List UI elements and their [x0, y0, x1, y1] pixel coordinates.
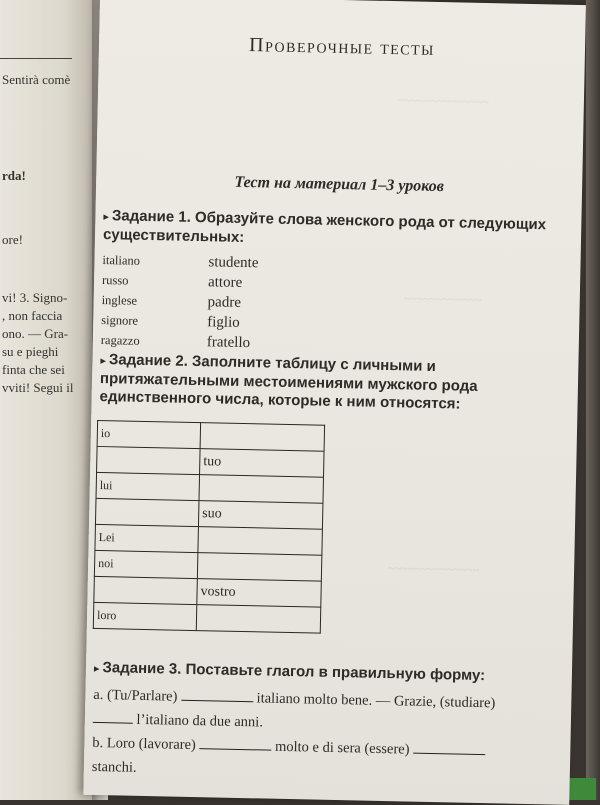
answer-blank: [93, 708, 133, 724]
table-cell-personal: loro: [93, 602, 197, 630]
word-left: russo: [101, 272, 129, 288]
word-left: inglese: [101, 292, 138, 308]
table-cell-possessive: [198, 527, 323, 556]
table-cell-personal: [95, 498, 199, 526]
table-cell-possessive: suo: [198, 501, 323, 530]
exercise-a-end: italiano molto bene. — Grazie, (studiare): [256, 690, 496, 712]
table-cell-possessive: [200, 423, 325, 452]
left-page-line: , non faccia: [2, 308, 63, 323]
left-page-line: Sentirà comè: [2, 72, 71, 87]
task-2-heading: [99, 351, 570, 416]
word-right: fratello: [206, 333, 251, 351]
running-header: Проверочные тесты: [248, 34, 436, 60]
word-right: attore: [207, 273, 243, 291]
table-cell-personal: [97, 446, 201, 474]
table-cell-personal: io: [97, 420, 201, 448]
table-cell-possessive: [196, 605, 321, 634]
left-page-line: ono. — Gra-: [2, 326, 69, 341]
table-cell-possessive: [199, 475, 324, 504]
table-cell-personal: [94, 576, 198, 604]
exercise-b: [92, 731, 563, 789]
word-left: italiano: [102, 252, 141, 268]
word-left: signore: [101, 312, 139, 328]
test-title: Тест на материал 1–3 уроков: [234, 173, 445, 196]
left-facing-page: [0, 0, 92, 800]
bullet-arrow-icon: ▸: [100, 354, 107, 368]
word-left: ragazzo: [100, 332, 140, 348]
task-1-text: Задание 1. Образуйте слова женского рода от следующих существительных:: [102, 207, 547, 246]
task-2-text: Задание 2. Заполните таблицу с личными и притяжательными местоимениями мужского рода единственного числа, которые к ним относятся:: [99, 351, 478, 413]
bullet-arrow-icon: ▸: [93, 662, 100, 676]
answer-blank: [199, 734, 271, 751]
left-page-line: finta che sei: [2, 362, 65, 377]
table-row: [93, 602, 320, 633]
exercise-b-end: stanchi.: [91, 758, 137, 776]
table-cell-personal: noi: [94, 550, 198, 578]
word-right: studente: [208, 253, 259, 271]
answer-blank: [181, 686, 253, 703]
table-cell-personal: Lei: [95, 524, 199, 552]
left-page-rule: [0, 58, 72, 59]
left-page-line: vi! 3. Signo-: [2, 290, 68, 305]
task-1-word-list: [101, 250, 403, 356]
left-page-line: rda!: [2, 168, 26, 183]
table-cell-possessive: tuo: [200, 449, 325, 478]
left-page-line: su e pieghi: [2, 344, 59, 359]
exercise-a-line2: l’italiano da due anni.: [136, 711, 264, 731]
word-right: figlio: [207, 313, 240, 331]
pronoun-table: [93, 420, 325, 634]
book-edge: [586, 0, 600, 800]
exercise-a-start: a. (Tu/Parlare): [93, 686, 178, 705]
answer-blank: [413, 739, 485, 756]
book-page: ~~~~~~~~~~~~~~ ~~~~~~~~~~~~ ~~~~~~~~~~~~~~ Проверочные тесты Тест на материал 1–3 уроков ▸ Задание 1. Образуйте слова женского рода от следующих существительных: italiano studente russo attore inglese padre signore figlio ragazzo fratello ▸ Задание 2. Заполните таблицу с личными и притяжательными местоимениями мужского рода единственного числа, которые к ним относятся: io tuo lui suo Lei noi vostro loro ▸ Задание 3. Поставьте глагол в правильную форму: a. (Tu/Parlare) italiano molto bene. — Grazie, (studiare) l’italiano da due anni. b. Loro (lavorare) molto e di sera (essere) stanchi.: [83, 0, 586, 805]
exercise-b-start: b. Loro (lavorare): [92, 734, 197, 754]
table-cell-possessive: vostro: [197, 579, 322, 608]
left-page-line: ore!: [2, 232, 23, 247]
task-3-text: Задание 3. Поставьте глагол в правильную форму:: [102, 659, 486, 685]
bullet-arrow-icon: ▸: [103, 211, 110, 224]
task-1-heading: [103, 207, 574, 254]
table-cell-personal: lui: [96, 472, 200, 500]
exercise-b-mid: molto e di sera (essere): [274, 738, 410, 758]
table-cell-possessive: [197, 553, 322, 582]
word-right: padre: [207, 293, 242, 311]
left-page-line: vviti! Segui il: [2, 380, 74, 395]
